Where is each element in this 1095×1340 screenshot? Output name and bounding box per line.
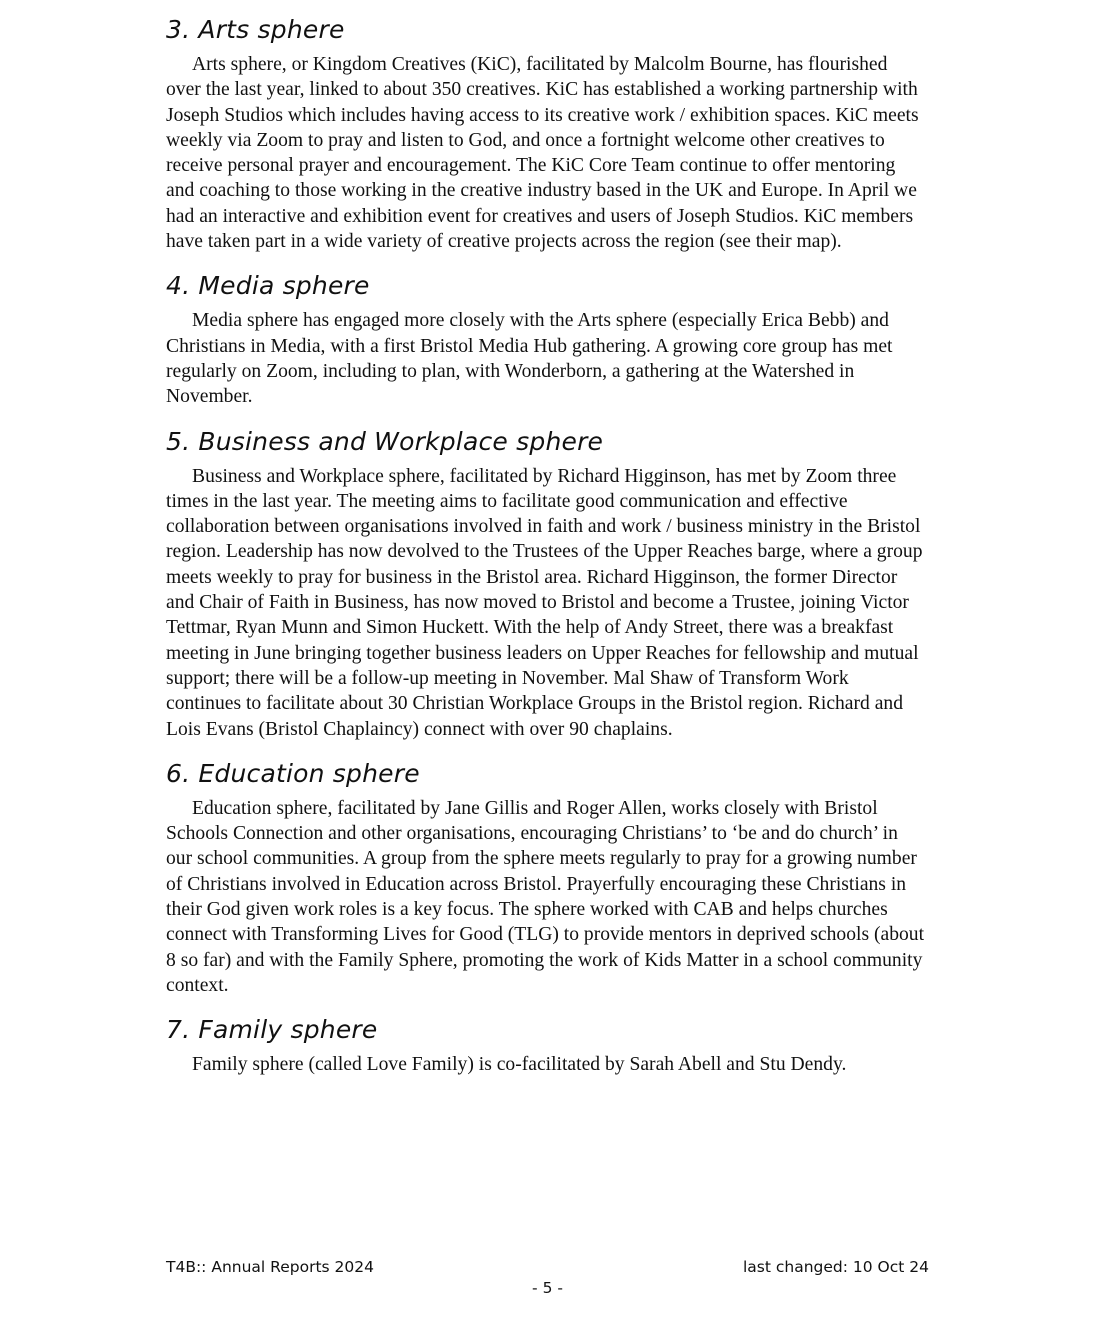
- section-arts-sphere: [166, 14, 926, 254]
- section-heading: 6. Education sphere: [166, 758, 420, 788]
- section-heading: 3. Arts sphere: [166, 15, 345, 44]
- section-business-workplace-sphere: [166, 426, 926, 742]
- footer-last-changed: last changed: 10 Oct 24: [742, 1258, 929, 1276]
- page-number: - 5 -: [532, 1279, 563, 1297]
- section-education-sphere: [166, 758, 926, 998]
- section-paragraph: Family sphere (called Love Family) is co-facilitated by Sarah Abell and Stu Dendy.: [192, 1054, 847, 1076]
- document-page: [166, 14, 926, 1078]
- footer-document-title: T4B:: Annual Reports 2024: [166, 1258, 374, 1276]
- section-paragraph: Media sphere has engaged more closely with the Arts sphere (especially Erica Bebb) and Christians in Media, with a first Bristol Media Hub gathering. A growing core group has met regularly on Zoom, including to plan, with Wonderborn, a gathering at the Watershed in November.: [166, 310, 893, 408]
- section-heading: 4. Media sphere: [166, 271, 370, 301]
- section-family-sphere: [166, 1014, 926, 1077]
- section-paragraph: Education sphere, facilitated by Jane Gillis and Roger Allen, works closely with Bristol Schools Connection and other organisations, encouraging Christians’ to ‘be and do church’ in our school communities. A group from the sphere meets regularly to pray for a growing number of Christians involved in Education across Bristol. Prayerfully encouraging these Christians in their God given work roles is a key focus. The sphere worked with CAB and helps churches connect with Transforming Lives for Good (TLG) to provide mentors in deprived schools (about 8 so far) and with the Family Sphere, promoting the work of Kids Matter in a school community context.: [166, 797, 925, 996]
- section-heading: 7. Family sphere: [166, 1015, 378, 1045]
- section-media-sphere: [166, 270, 926, 409]
- section-heading: 5. Business and Workplace sphere: [166, 426, 604, 456]
- section-paragraph: Arts sphere, or Kingdom Creatives (KiC), facilitated by Malcolm Bourne, has flourished over the last year, linked to about 350 creatives. KiC has established a working partnership with Joseph Studios which includes having access to its creative work / exhibition spaces. KiC meets weekly via Zoom to pray and listen to God, and once a fortnight welcome other creatives to receive personal prayer and encouragement. The KiC Core Team continue to offer mentoring and coaching to those working in the creative industry based in the UK and Europe. In April we had an interactive and exhibition event for creatives and users of Joseph Studios. KiC members have taken part in a wide variety of creative projects across the region (see their map).: [166, 54, 919, 253]
- section-paragraph: Business and Workplace sphere, facilitated by Richard Higginson, has met by Zoom three times in the last year. The meeting aims to facilitate good communication and effective collaboration between organisations involved in faith and work / business ministry in the Bristol region. Leadership has now devolved to the Trustees of the Upper Reaches barge, where a group meets weekly to pray for business in the Bristol area. Richard Higginson, the former Director and Chair of Faith in Business, has now moved to Bristol and become a Trustee, joining Victor Tettmar, Ryan Munn and Simon Huckett. With the help of Andy Street, there was a breakfast meeting in June bringing together business leaders on Upper Reaches for fellowship and mutual support; there will be a follow-up meeting in November. Mal Shaw of Transform Work continues to facilitate about 30 Christian Workplace Groups in the Bristol region. Richard and Lois Evans (Bristol Chaplaincy) connect with over 90 chaplains.: [166, 465, 923, 740]
